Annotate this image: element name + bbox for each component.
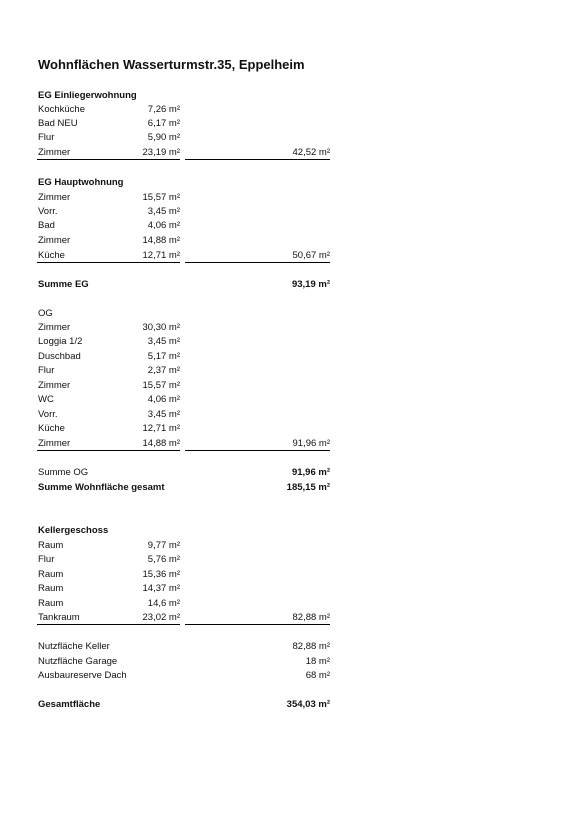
list-item: Zimmer 30,30 m² <box>38 322 180 333</box>
gesamtflaeche: Gesamtfläche 354,03 m² <box>38 699 330 710</box>
list-item: Ausbaureserve Dach 68 m² <box>38 670 330 681</box>
underline <box>37 450 180 451</box>
section-total: 50,67 m² <box>292 250 330 261</box>
list-item: Kochküche 7,26 m² <box>38 104 180 115</box>
list-item: Raum 14,37 m² <box>38 583 180 594</box>
list-item: Zimmer 15,57 m² <box>38 380 180 391</box>
list-item: Tankraum 23,02 m² 82,88 m² <box>38 612 330 623</box>
section-total: 42,52 m² <box>292 147 330 158</box>
underline <box>37 262 180 263</box>
list-item: Bad NEU 6,17 m² <box>38 118 180 129</box>
list-item: Zimmer 15,57 m² <box>38 192 180 203</box>
section-heading-eg-haupt: EG Hauptwohnung <box>38 177 124 188</box>
section-total: 82,88 m² <box>292 612 330 623</box>
list-item: Flur 5,76 m² <box>38 554 180 565</box>
list-item: Zimmer 14,88 m² <box>38 235 180 246</box>
summe-eg: Summe EG 93,19 m² <box>38 279 330 290</box>
section-heading-og: OG <box>38 308 53 319</box>
section-heading-keller: Kellergeschoss <box>38 525 109 536</box>
list-item: Flur 5,90 m² <box>38 132 180 143</box>
list-item: Nutzfläche Keller 82,88 m² <box>38 641 330 652</box>
section-heading-eg-einlieger: EG Einliegerwohnung <box>38 90 137 101</box>
section-total: 91,96 m² <box>292 438 330 449</box>
list-item: Raum 9,77 m² <box>38 540 180 551</box>
list-item: Flur 2,37 m² <box>38 365 180 376</box>
list-item: Raum 15,36 m² <box>38 569 180 580</box>
list-item: Duschbad 5,17 m² <box>38 351 180 362</box>
list-item: Zimmer 23,19 m² 42,52 m² <box>38 147 330 158</box>
list-item: Raum 14,6 m² <box>38 598 180 609</box>
underline <box>185 159 330 160</box>
underline <box>37 159 180 160</box>
page-title: Wohnflächen Wasserturmstr.35, Eppelheim <box>38 57 305 72</box>
list-item: Küche 12,71 m² <box>38 423 180 434</box>
list-item: Küche 12,71 m² 50,67 m² <box>38 250 330 261</box>
list-item: Nutzfläche Garage 18 m² <box>38 656 330 667</box>
underline <box>185 262 330 263</box>
underline <box>37 624 180 625</box>
list-item: Zimmer 14,88 m² 91,96 m² <box>38 438 330 449</box>
summe-wohnflaeche: Summe Wohnfläche gesamt 185,15 m² <box>38 482 330 493</box>
list-item: Bad 4,06 m² <box>38 220 180 231</box>
list-item: Loggia 1/2 3,45 m² <box>38 336 180 347</box>
list-item: Vorr. 3,45 m² <box>38 206 180 217</box>
list-item: Vorr. 3,45 m² <box>38 409 180 420</box>
underline <box>185 624 330 625</box>
summe-og: Summe OG 91,96 m² <box>38 467 330 478</box>
underline <box>185 450 330 451</box>
list-item: WC 4,06 m² <box>38 394 180 405</box>
